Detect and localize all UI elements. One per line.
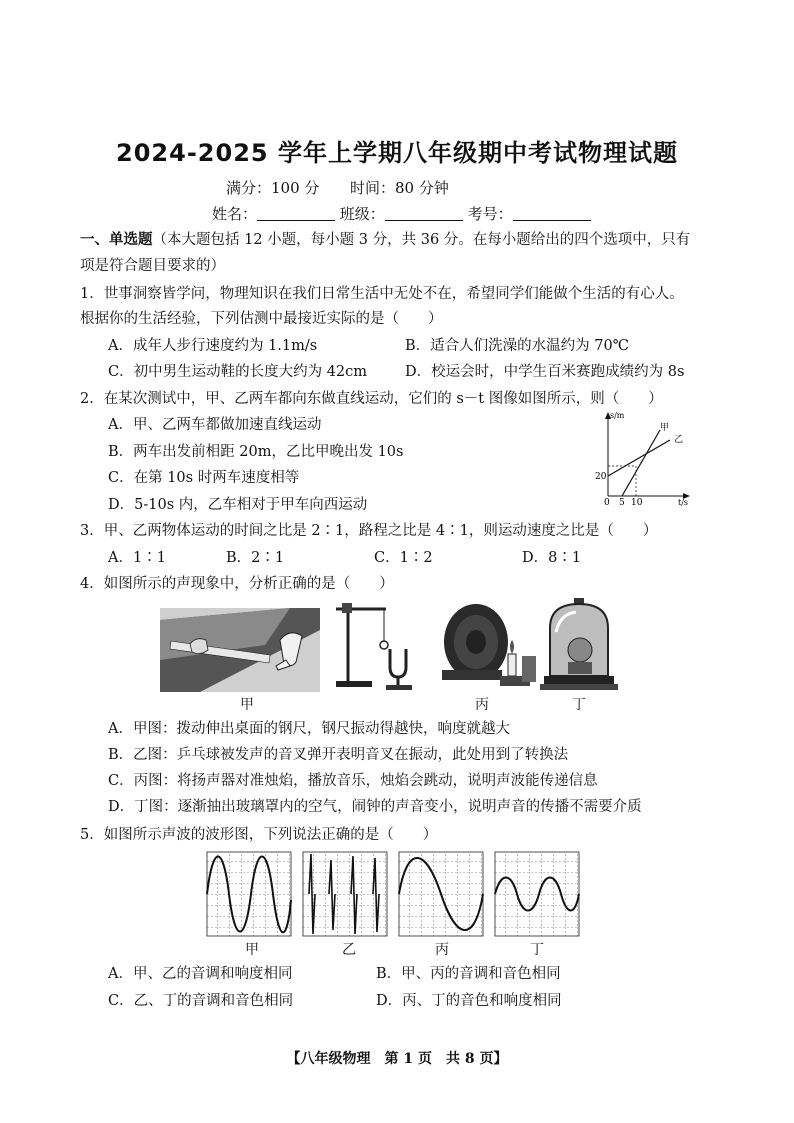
q1-stem-line1: 1．世事洞察皆学问，物理知识在我们日常生活中无处不在，希望同学们能做个生活的有心人。 [80, 286, 684, 302]
exam-time: 时间：80 分钟 [350, 179, 449, 197]
tick-10: 10 [631, 498, 643, 508]
section-desc-line2: 项是符合题目要求的） [80, 258, 225, 274]
q4-option-d: D．丁图：逐渐抽出玻璃罩内的空气，闹钟的声音变小，说明声音的传播不需要介质 [108, 799, 642, 815]
q3-option-c: C．1∶2 [374, 550, 433, 566]
number-label: 考号： [467, 205, 513, 223]
q4-image-jia-ruler [160, 600, 320, 692]
q5-caption-ding: 丁 [530, 942, 544, 958]
q5-option-b: B．甲、丙的音调和音色相同 [376, 966, 561, 982]
q4-stem: 4．如图所示的声现象中，分析正确的是（ ） [80, 576, 394, 592]
q4-image-ding-bell-jar [540, 596, 618, 692]
q4-option-a: A．甲图：拨动伸出桌面的钢尺，钢尺振动得越快，响度就越大 [108, 721, 510, 737]
q1-option-b: B．适合人们洗澡的水温约为 70℃ [405, 338, 629, 354]
waveform-ding [495, 852, 579, 936]
waveform-yi [303, 852, 387, 936]
total-score: 满分：100 分 [226, 179, 320, 197]
name-field[interactable] [257, 206, 335, 221]
class-field[interactable] [385, 206, 463, 221]
student-info-line [212, 203, 591, 224]
q3-option-b: B．2∶1 [226, 550, 285, 566]
name-label: 姓名： [212, 205, 258, 223]
q3-option-a: A．1∶1 [108, 550, 166, 566]
section-desc-line1: （本大题包括 12 小题，每小题 3 分，共 36 分。在每小题给出的四个选项中，只有 [152, 232, 691, 248]
q5-caption-yi: 乙 [342, 942, 356, 958]
q2-option-b: B．两车出发前相距 20m，乙比甲晚出发 10s [108, 444, 404, 460]
q1-stem-line2: 根据你的生活经验，下列估测中最接近实际的是（ ） [80, 311, 443, 327]
tick-0: 0 [604, 498, 610, 508]
waveform-jia [207, 852, 291, 936]
q1-option-d: D．校运会时，中学生百米赛跑成绩约为 8s [405, 364, 685, 380]
q2-option-d: D．5-10s 内，乙车相对于甲车向西运动 [108, 497, 368, 513]
label-jia: 甲 [660, 423, 670, 433]
section-heading: 一、单选题 [80, 231, 153, 248]
q4-image-yi-tuning-fork [328, 597, 424, 693]
q2-option-c: C．在第 10s 时两车速度相等 [108, 470, 300, 486]
q4-caption-bing: 丙 [475, 697, 489, 713]
q5-caption-bing: 丙 [435, 942, 449, 958]
q4-option-b: B．乙图：乒乓球被发声的音叉弹开表明音叉在振动，此处用到了转换法 [108, 747, 569, 763]
q5-option-c: C．乙、丁的音调和音色相同 [108, 993, 294, 1009]
q2-option-a: A．甲、乙两车都做加速直线运动 [108, 417, 322, 433]
q5-caption-jia: 甲 [245, 942, 259, 958]
q4-option-c: C．丙图：将扬声器对准烛焰，播放音乐，烛焰会跳动，说明声波能传递信息 [108, 773, 598, 789]
tick-5: 5 [619, 498, 625, 508]
q3-stem: 3．甲、乙两物体运动的时间之比是 2∶1，路程之比是 4∶1，则运动速度之比是（ ） [80, 523, 658, 539]
q1-option-a: A．成年人步行速度约为 1.1m/s [108, 338, 318, 354]
tick-20: 20 [595, 472, 607, 482]
page-footer: 【八年级物理 第 1 页 共 8 页】 [286, 1051, 508, 1067]
q5-option-d: D．丙、丁的音色和响度相同 [376, 993, 562, 1009]
y-axis-label: s/m [610, 411, 625, 420]
q4-image-bing-speaker [440, 596, 540, 690]
page-title: 2024-2025 学年上学期八年级期中考试物理试题 [116, 139, 678, 167]
number-field[interactable] [513, 206, 591, 221]
label-yi: 乙 [674, 435, 684, 445]
class-label: 班级： [339, 205, 385, 223]
x-axis-label: t/s [678, 498, 689, 507]
waveform-bing [399, 852, 483, 936]
line-yi [608, 440, 670, 476]
line-jia [622, 430, 660, 496]
q5-stem: 5．如图所示声波的波形图，下列说法正确的是（ ） [80, 827, 438, 843]
section-description [80, 230, 690, 250]
q4-caption-jia: 甲 [240, 697, 254, 713]
q4-caption-ding: 丁 [572, 697, 586, 713]
q3-option-d: D．8∶1 [522, 550, 582, 566]
q1-option-c: C．初中男生运动鞋的长度大约为 42cm [108, 364, 368, 380]
q5-waveforms [205, 850, 585, 938]
q5-option-a: A．甲、乙的音调和响度相同 [108, 966, 293, 982]
q2-st-graph [590, 408, 700, 508]
q2-stem: 2．在某次测试中，甲、乙两车都向东做直线运动，它们的 s－t 图像如图所示，则（ ） [80, 391, 663, 407]
